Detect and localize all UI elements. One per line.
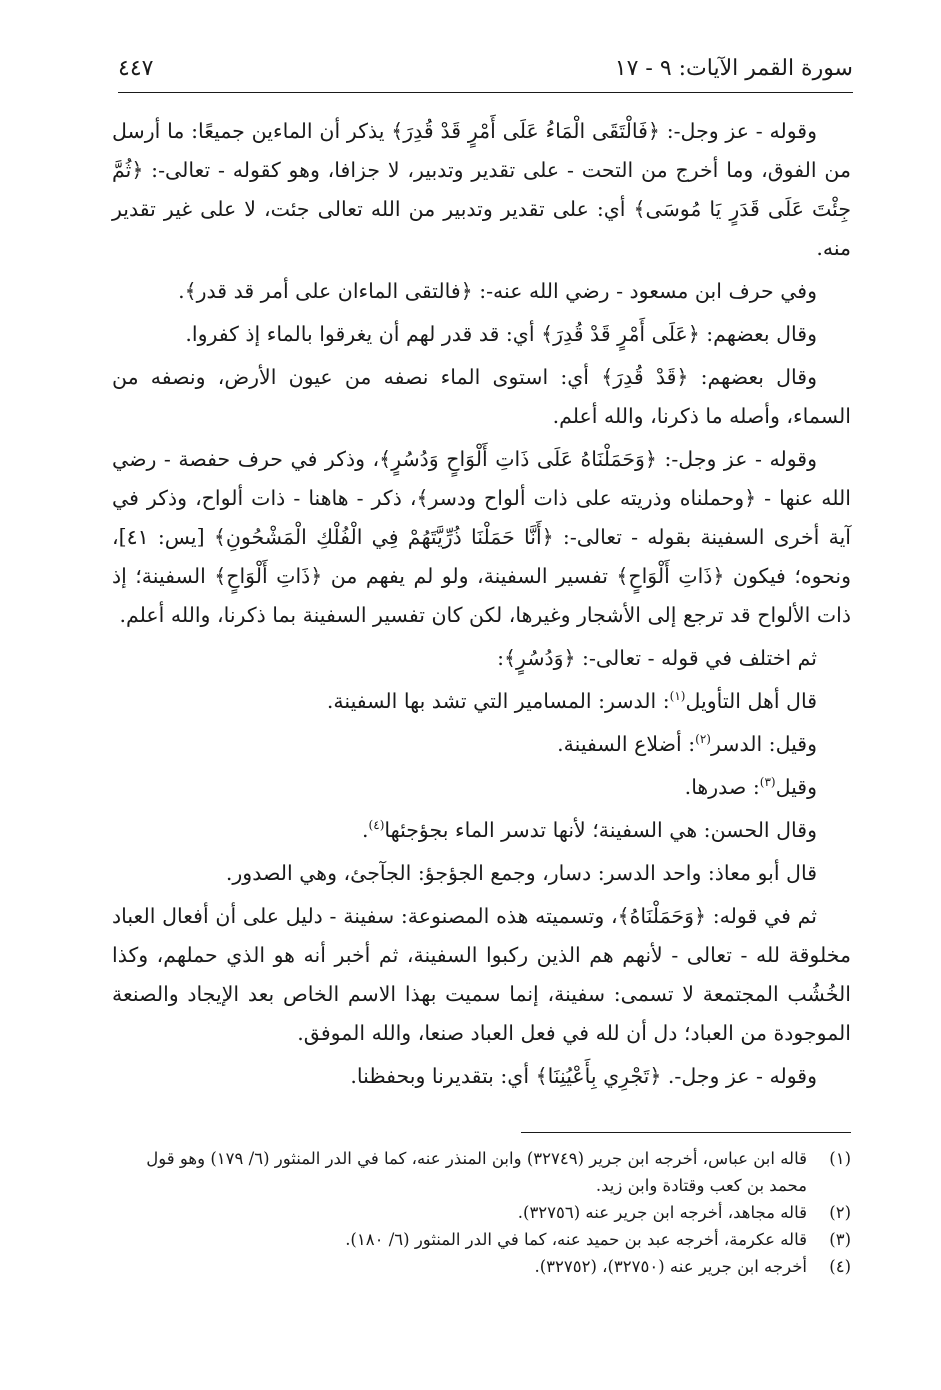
- footnote: [112, 1253, 851, 1280]
- definition-line: [112, 811, 851, 850]
- page-number: ٤٤٧: [118, 56, 154, 81]
- paragraph: ثم اختلف في قوله - تعالى-: ﴿وَدُسُرٍ﴾:: [497, 646, 817, 670]
- footnote-ref[interactable]: (٢): [695, 732, 711, 747]
- footnotes: [112, 1145, 851, 1280]
- definition-text: : صدرها.: [684, 775, 760, 799]
- definition-line: [112, 682, 851, 721]
- footnote-separator: [521, 1132, 851, 1133]
- definition-text: .: [362, 818, 369, 842]
- main-text: [112, 112, 851, 1100]
- footnote: [112, 1199, 851, 1226]
- footnote: [112, 1226, 851, 1253]
- footnote-number: (٤): [829, 1257, 851, 1276]
- definition-text: وقال الحسن: هي السفينة؛ لأنها تدسر الماء بجؤجئها: [384, 818, 817, 842]
- definition-text: وقيل: الدسر: [710, 732, 817, 756]
- paragraph: وقوله - عز وجل-: ﴿وَحَمَلْنَاهُ عَلَى ذَاتِ أَلْوَاحٍ وَدُسُرٍ﴾، وذكر في حرف حفصة - رضي الله عنها - ﴿وحملناه وذريته على ذات ألواح ودسر﴾، ذكر - هاهنا - ذات ألواح، وذكر في آية أخرى السفينة بقوله - تعالى-: ﴿أَنَّا حَمَلْنَا ذُرِّيَّتَهُمْ فِي الْفُلْكِ الْمَشْحُونِ﴾ [يس: ٤١]، ونحوه؛ فيكون ﴿ذَاتِ أَلْوَاحٍ﴾ تفسير السفينة، ولو لم يفهم من ﴿ذَاتِ أَلْوَاحٍ﴾ السفينة؛ إذ ذات الألواح قد ترجع إلى الأشجار وغيرها، لكن كان تفسير السفينة بما ذكرنا، والله أعلم.: [112, 447, 851, 627]
- footnote-text: أخرجه ابن جرير عنه (٣٢٧٥٠)، (٣٢٧٥٢).: [534, 1257, 807, 1276]
- paragraph: وقوله - عز وجل-: ﴿فَالْتَقَى الْمَاءُ عَلَى أَمْرٍ قَدْ قُدِرَ﴾ يذكر أن الماءين جميعًا: ما أرسل من الفوق، وما أخرج من التحت - على تقدير وتدبير، لا جزافا، وهو كقوله - تعالى-: ﴿ثُمَّ جِئْتَ عَلَى قَدَرٍ يَا مُوسَى﴾ أي: على تقدير وتدبير من الله تعالى جئت، لا على غير تقدير منه.: [112, 119, 851, 260]
- paragraph: قال أبو معاذ: واحد الدسر: دسار، وجمع الجؤجؤ: الجآجئ، وهي الصدور.: [225, 861, 817, 885]
- footnote-number: (١): [829, 1149, 851, 1168]
- definition-text: : الدسر: المسامير التي تشد بها السفينة.: [326, 689, 670, 713]
- running-title: سورة القمر الآيات: ٩ - ١٧: [614, 56, 853, 81]
- paragraph: وفي حرف ابن مسعود - رضي الله عنه-: ﴿فالتقى الماءان على أمر قد قدر﴾.: [178, 279, 817, 303]
- footnote-number: (٣): [829, 1230, 851, 1249]
- footnote-number: (٢): [829, 1203, 851, 1222]
- definition-text: : أضلاع السفينة.: [557, 732, 696, 756]
- paragraph: ثم في قوله: ﴿وَحَمَلْنَاهُ﴾، وتسميته هذه المصنوعة: سفينة - دليل على أن أفعال العباد مخلوقة لله - تعالى - لأنهم هم الذين ركبوا السفينة، ثم أخبر أنه هو الذي حملهم، وكذا الخُشُب المجتمعة لا تسمى: سفينة، إنما سميت بهذا الاسم الخاص بعد الإيجاد والصنعة الموجودة من العباد؛ دل أن لله في فعل العباد صنعا، والله الموفق.: [112, 904, 851, 1045]
- paragraph: وقوله - عز وجل-. ﴿تَجْرِي بِأَعْيُنِنَا﴾ أي: بتقديرنا وبحفظنا.: [350, 1064, 817, 1088]
- page-header: [118, 52, 853, 93]
- footnote-text: قاله مجاهد، أخرجه ابن جرير عنه (٣٢٧٥٦).: [517, 1203, 807, 1222]
- footnote-ref[interactable]: (٤): [368, 818, 385, 833]
- paragraph: وقال بعضهم: ﴿قَدْ قُدِرَ﴾ أي: استوى الماء نصفه من عيون الأرض، ونصفه من السماء، وأصله ما ذكرنا، والله أعلم.: [112, 365, 851, 428]
- definition-line: [112, 725, 851, 764]
- footnote-text: قاله ابن عباس، أخرجه ابن جرير (٣٢٧٤٩) وابن المنذر عنه، كما في الدر المنثور (٦/ ١٧٩) وهو قول محمد بن كعب وقتادة وابن زيد.: [146, 1149, 807, 1195]
- paragraph: وقال بعضهم: ﴿عَلَى أَمْرٍ قَدْ قُدِرَ﴾ أي: قد قدر لهم أن يغرقوا بالماء إذ كفروا.: [185, 322, 817, 346]
- footnote-text: قاله عكرمة، أخرجه عبد بن حميد عنه، كما في الدر المنثور (٦/ ١٨٠).: [345, 1230, 807, 1249]
- footnote-ref[interactable]: (١): [669, 689, 686, 704]
- definition-line: [112, 768, 851, 807]
- definition-text: قال أهل التأويل: [685, 689, 817, 713]
- footnote: [112, 1145, 851, 1199]
- footnote-ref[interactable]: (٣): [759, 775, 776, 790]
- definition-text: وقيل: [775, 775, 817, 799]
